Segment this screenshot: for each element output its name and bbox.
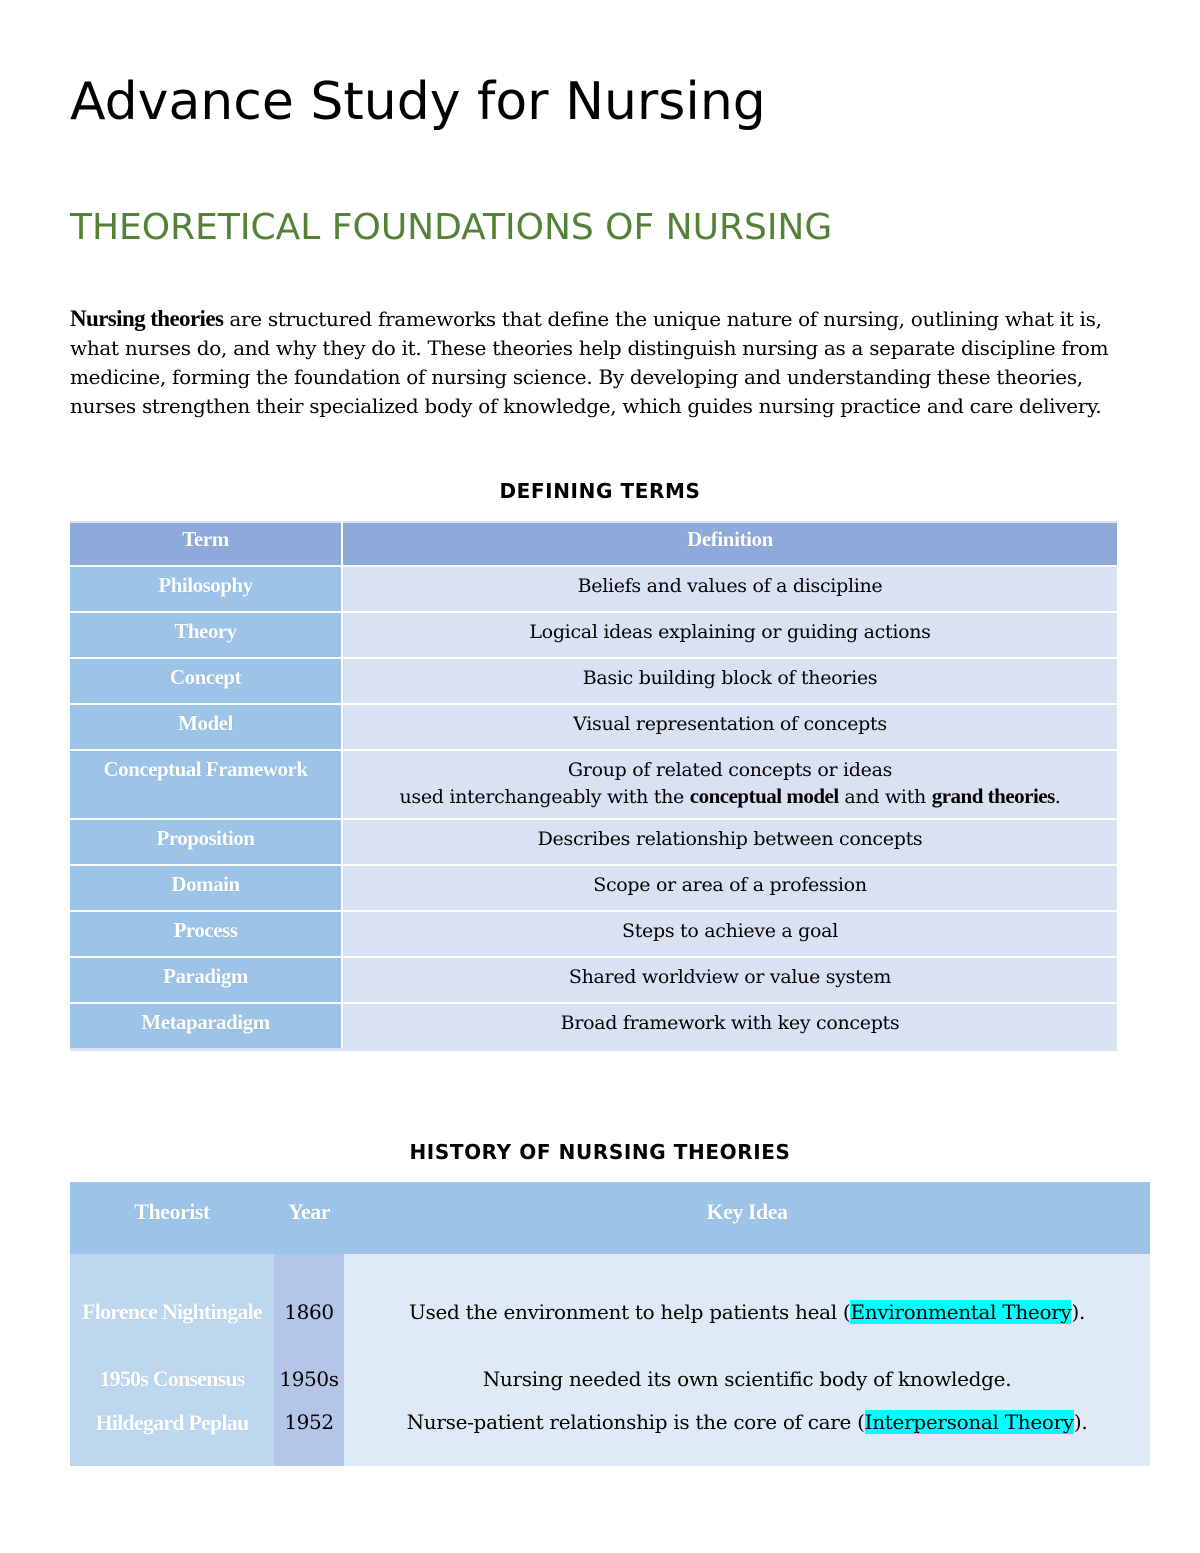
- year-cell: 1860: [274, 1254, 344, 1350]
- key-idea-text: Used the environment to help patients heal (: [408, 1300, 851, 1324]
- theorist-cell: 1950s Consensus: [70, 1350, 274, 1408]
- definition-text: .: [1054, 786, 1061, 808]
- table-row: [70, 658, 1117, 704]
- table-row: [70, 750, 1117, 819]
- term-cell: Process: [70, 911, 342, 957]
- term-cell: Metaparadigm: [70, 1003, 342, 1049]
- definition-cell: Describes relationship between concepts: [342, 819, 1117, 865]
- history-caption: HISTORY OF NURSING THEORIES: [409, 1140, 791, 1164]
- column-header-key-idea: Key Idea: [344, 1182, 1150, 1254]
- section-heading: THEORETICAL FOUNDATIONS OF NURSING: [70, 207, 833, 248]
- definition-cell: Shared worldview or value system: [342, 957, 1117, 1003]
- definition-cell: Logical ideas explaining or guiding actions: [342, 612, 1117, 658]
- history-table: [70, 1182, 1150, 1466]
- document-title: Advance Study for Nursing: [70, 72, 766, 132]
- key-idea-text: ).: [1071, 1300, 1086, 1324]
- intro-paragraph: [70, 304, 1140, 421]
- table-row: [70, 612, 1117, 658]
- key-idea-cell: [344, 1350, 1150, 1408]
- table-row: [70, 819, 1117, 865]
- definition-line-1: Group of related concepts or ideas: [567, 759, 893, 781]
- definition-cell: Steps to achieve a goal: [342, 911, 1117, 957]
- key-idea-text: Nursing needed its own scientific body of knowledge.: [482, 1367, 1012, 1391]
- term-cell: Concept: [70, 658, 342, 704]
- defining-terms-caption: DEFINING TERMS: [499, 479, 701, 503]
- bold-term: conceptual model: [689, 784, 839, 808]
- definition-line-2: [399, 786, 1060, 808]
- definition-cell: Visual representation of concepts: [342, 704, 1117, 750]
- year-cell: 1952: [274, 1408, 344, 1466]
- definition-cell: [342, 750, 1117, 819]
- column-header-year: Year: [274, 1182, 344, 1254]
- term-cell: Proposition: [70, 819, 342, 865]
- table-row: [70, 957, 1117, 1003]
- table-row: [70, 1003, 1117, 1049]
- table-row: [70, 865, 1117, 911]
- column-header-definition: Definition: [342, 522, 1117, 566]
- table-row: [70, 1254, 1150, 1350]
- term-cell: Philosophy: [70, 566, 342, 612]
- table-row: [70, 911, 1117, 957]
- column-header-term: Term: [70, 522, 342, 566]
- definition-cell: Beliefs and values of a discipline: [342, 566, 1117, 612]
- key-idea-text: ).: [1073, 1410, 1088, 1434]
- term-cell: Paradigm: [70, 957, 342, 1003]
- key-idea-text: Nurse-patient relationship is the core of care (: [406, 1410, 865, 1434]
- term-cell: Model: [70, 704, 342, 750]
- term-cell: Theory: [70, 612, 342, 658]
- term-cell: Conceptual Framework: [70, 750, 342, 819]
- table-row: [70, 704, 1117, 750]
- key-idea-cell: [344, 1254, 1150, 1350]
- intro-lead-term: Nursing theories: [70, 306, 224, 331]
- definition-cell: Basic building block of theories: [342, 658, 1117, 704]
- column-header-theorist: Theorist: [70, 1182, 274, 1254]
- definition-text: used interchangeably with the: [399, 786, 690, 808]
- definition-text: and with: [838, 786, 932, 808]
- highlighted-theory-name: Environmental Theory: [850, 1300, 1072, 1324]
- term-cell: Domain: [70, 865, 342, 911]
- highlighted-theory-name: Interpersonal Theory: [864, 1410, 1074, 1434]
- defining-terms-table: [70, 521, 1117, 1051]
- table-row: [70, 566, 1117, 612]
- bold-term: grand theories: [931, 784, 1055, 808]
- theorist-cell: Hildegard Peplau: [70, 1408, 274, 1466]
- table-row: [70, 1350, 1150, 1408]
- year-cell: 1950s: [274, 1350, 344, 1408]
- definition-cell: Broad framework with key concepts: [342, 1003, 1117, 1049]
- intro-text: are structured frameworks that define the unique nature of nursing, outlining what it is, what nurses do, and why they do it. These theories help distinguish nursing as a separate discipline from medicine, forming the foundation of nursing science. By developing and understanding these theories, nurses strengthen their specialized body of knowledge, which guides nursing practice and care delivery.: [70, 307, 1109, 418]
- table-row: [70, 1408, 1150, 1466]
- definition-cell: Scope or area of a profession: [342, 865, 1117, 911]
- theorist-cell: Florence Nightingale: [70, 1254, 274, 1350]
- key-idea-cell: [344, 1408, 1150, 1466]
